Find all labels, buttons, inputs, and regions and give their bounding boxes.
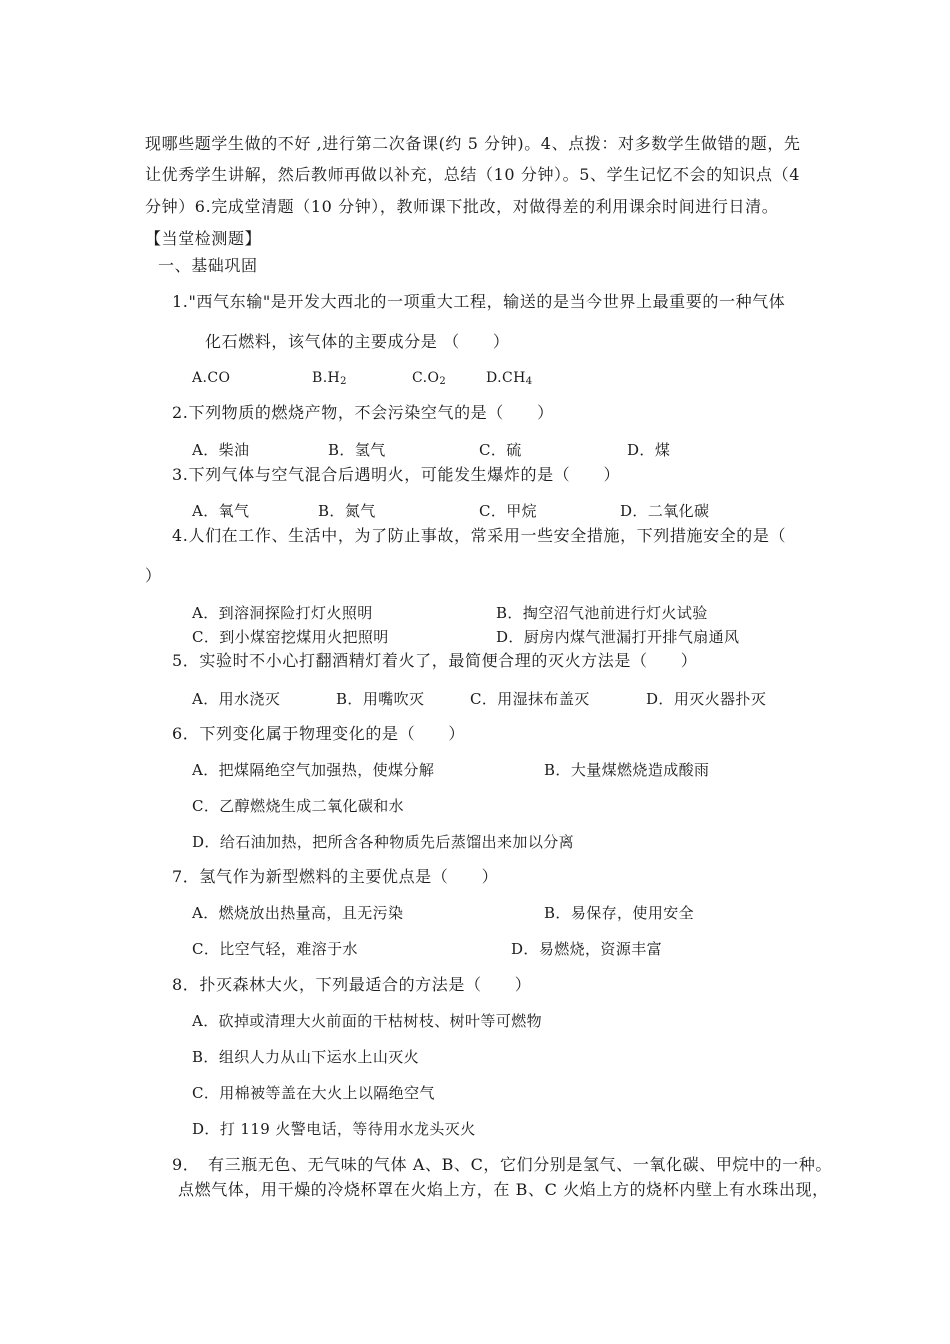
q7-stem: 7．氢气作为新型燃料的主要优点是（ ） (172, 867, 499, 886)
q9-stem-line-1: 9． 有三瓶无色、无气味的气体 A、B、C，它们分别是氢气、一氧化碳、甲烷中的一种。 (172, 1155, 833, 1174)
q2-stem: 2.下列物质的燃烧产物，不会污染空气的是（ ） (172, 403, 554, 422)
q6-stem: 6．下列变化属于物理变化的是（ ） (172, 724, 465, 743)
section-title: 【当堂检测题】 (145, 229, 262, 248)
subsection-title: 一、基础巩固 (158, 256, 258, 275)
q7-option-d: D．易燃烧，资源丰富 (511, 940, 663, 958)
q3-option-c: C．甲烷 (479, 502, 538, 520)
q3-option-d: D．二氧化碳 (620, 502, 710, 520)
q4-stem-line-1: 4.人们在工作、生活中，为了防止事故，常采用一些安全措施，下列措施安全的是（ (172, 526, 787, 545)
q2-option-b: B．氢气 (328, 441, 386, 459)
q8-option-a: A．砍掉或清理大火前面的干枯树枝、树叶等可燃物 (192, 1012, 543, 1030)
q3-option-b: B．氮气 (318, 502, 376, 520)
q1-option-d: $D.CH_4$ (486, 370, 533, 387)
q5-option-a: A．用水浇灭 (192, 690, 281, 708)
q9-stem-line-2: 点燃气体，用干燥的冷烧杯罩在火焰上方，在 B、C 火焰上方的烧杯内壁上有水珠出现， (178, 1180, 829, 1199)
q6-option-b: B．大量煤燃烧造成酸雨 (544, 761, 710, 779)
q8-option-d: D．打 119 火警电话，等待用水龙头灭火 (192, 1120, 476, 1138)
intro-line-2: 让优秀学生讲解，然后教师再做以补充，总结（10 分钟）。5、学生记忆不会的知识点（4 (145, 165, 801, 184)
q2-option-a: A．柴油 (192, 441, 250, 459)
q1-stem-line-2: 化石燃料，该气体的主要成分是 （ ） (205, 332, 510, 351)
q1-option-b: $B.H_2$ (312, 370, 347, 387)
intro-line-3: 分钟）6.完成堂清题（10 分钟），教师课下批改，对做得差的利用课余时间进行日清。 (145, 197, 779, 216)
q4-option-c: C．到小煤窑挖煤用火把照明 (192, 628, 389, 646)
q4-option-d: D．厨房内煤气泄漏打开排气扇通风 (496, 628, 740, 646)
q7-option-a: A．燃烧放出热量高，且无污染 (192, 904, 404, 922)
q4-option-b: B．掏空沼气池前进行灯火试验 (496, 604, 708, 622)
intro-line-1: 现哪些题学生做的不好 ,进行第二次备课(约 5 分钟)。4、点拨：对多数学生做错的题，先 (145, 134, 801, 153)
q7-option-b: B．易保存，使用安全 (544, 904, 695, 922)
q6-option-c: C．乙醇燃烧生成二氧化碳和水 (192, 797, 405, 815)
q4-option-a: A．到溶洞探险打灯火照明 (192, 604, 373, 622)
q5-option-c: C．用湿抹布盖灭 (470, 690, 590, 708)
q1-option-a: A.CO (192, 370, 231, 386)
q5-option-d: D．用灭火器扑灭 (646, 690, 767, 708)
q5-option-b: B．用嘴吹灭 (336, 690, 425, 708)
q8-stem: 8．扑灭森林大火，下列最适合的方法是（ ） (172, 975, 532, 994)
q7-option-c: C．比空气轻，难溶于水 (192, 940, 358, 958)
q3-stem: 3.下列气体与空气混合后遇明火，可能发生爆炸的是（ ） (172, 465, 621, 484)
q1-stem-line-1: 1."西气东输"是开发大西北的一项重大工程，输送的是当今世界上最重要的一种气体 (172, 292, 786, 311)
q1-option-c: $C.O_2$ (412, 370, 447, 387)
q2-option-c: C．硫 (479, 441, 522, 459)
q8-option-b: B．组织人力从山下运水上山灭火 (192, 1048, 420, 1066)
q8-option-c: C．用棉被等盖在大火上以隔绝空气 (192, 1084, 435, 1102)
q6-option-d: D．给石油加热，把所含各种物质先后蒸馏出来加以分离 (192, 833, 575, 851)
q6-option-a: A．把煤隔绝空气加强热，使煤分解 (192, 761, 435, 779)
q4-stem-line-2: ） (145, 566, 162, 585)
q2-option-d: D．煤 (627, 441, 671, 459)
q3-option-a: A．氧气 (192, 502, 250, 520)
q5-stem: 5．实验时不小心打翻酒精灯着火了，最简便合理的灭火方法是（ ） (172, 651, 698, 670)
